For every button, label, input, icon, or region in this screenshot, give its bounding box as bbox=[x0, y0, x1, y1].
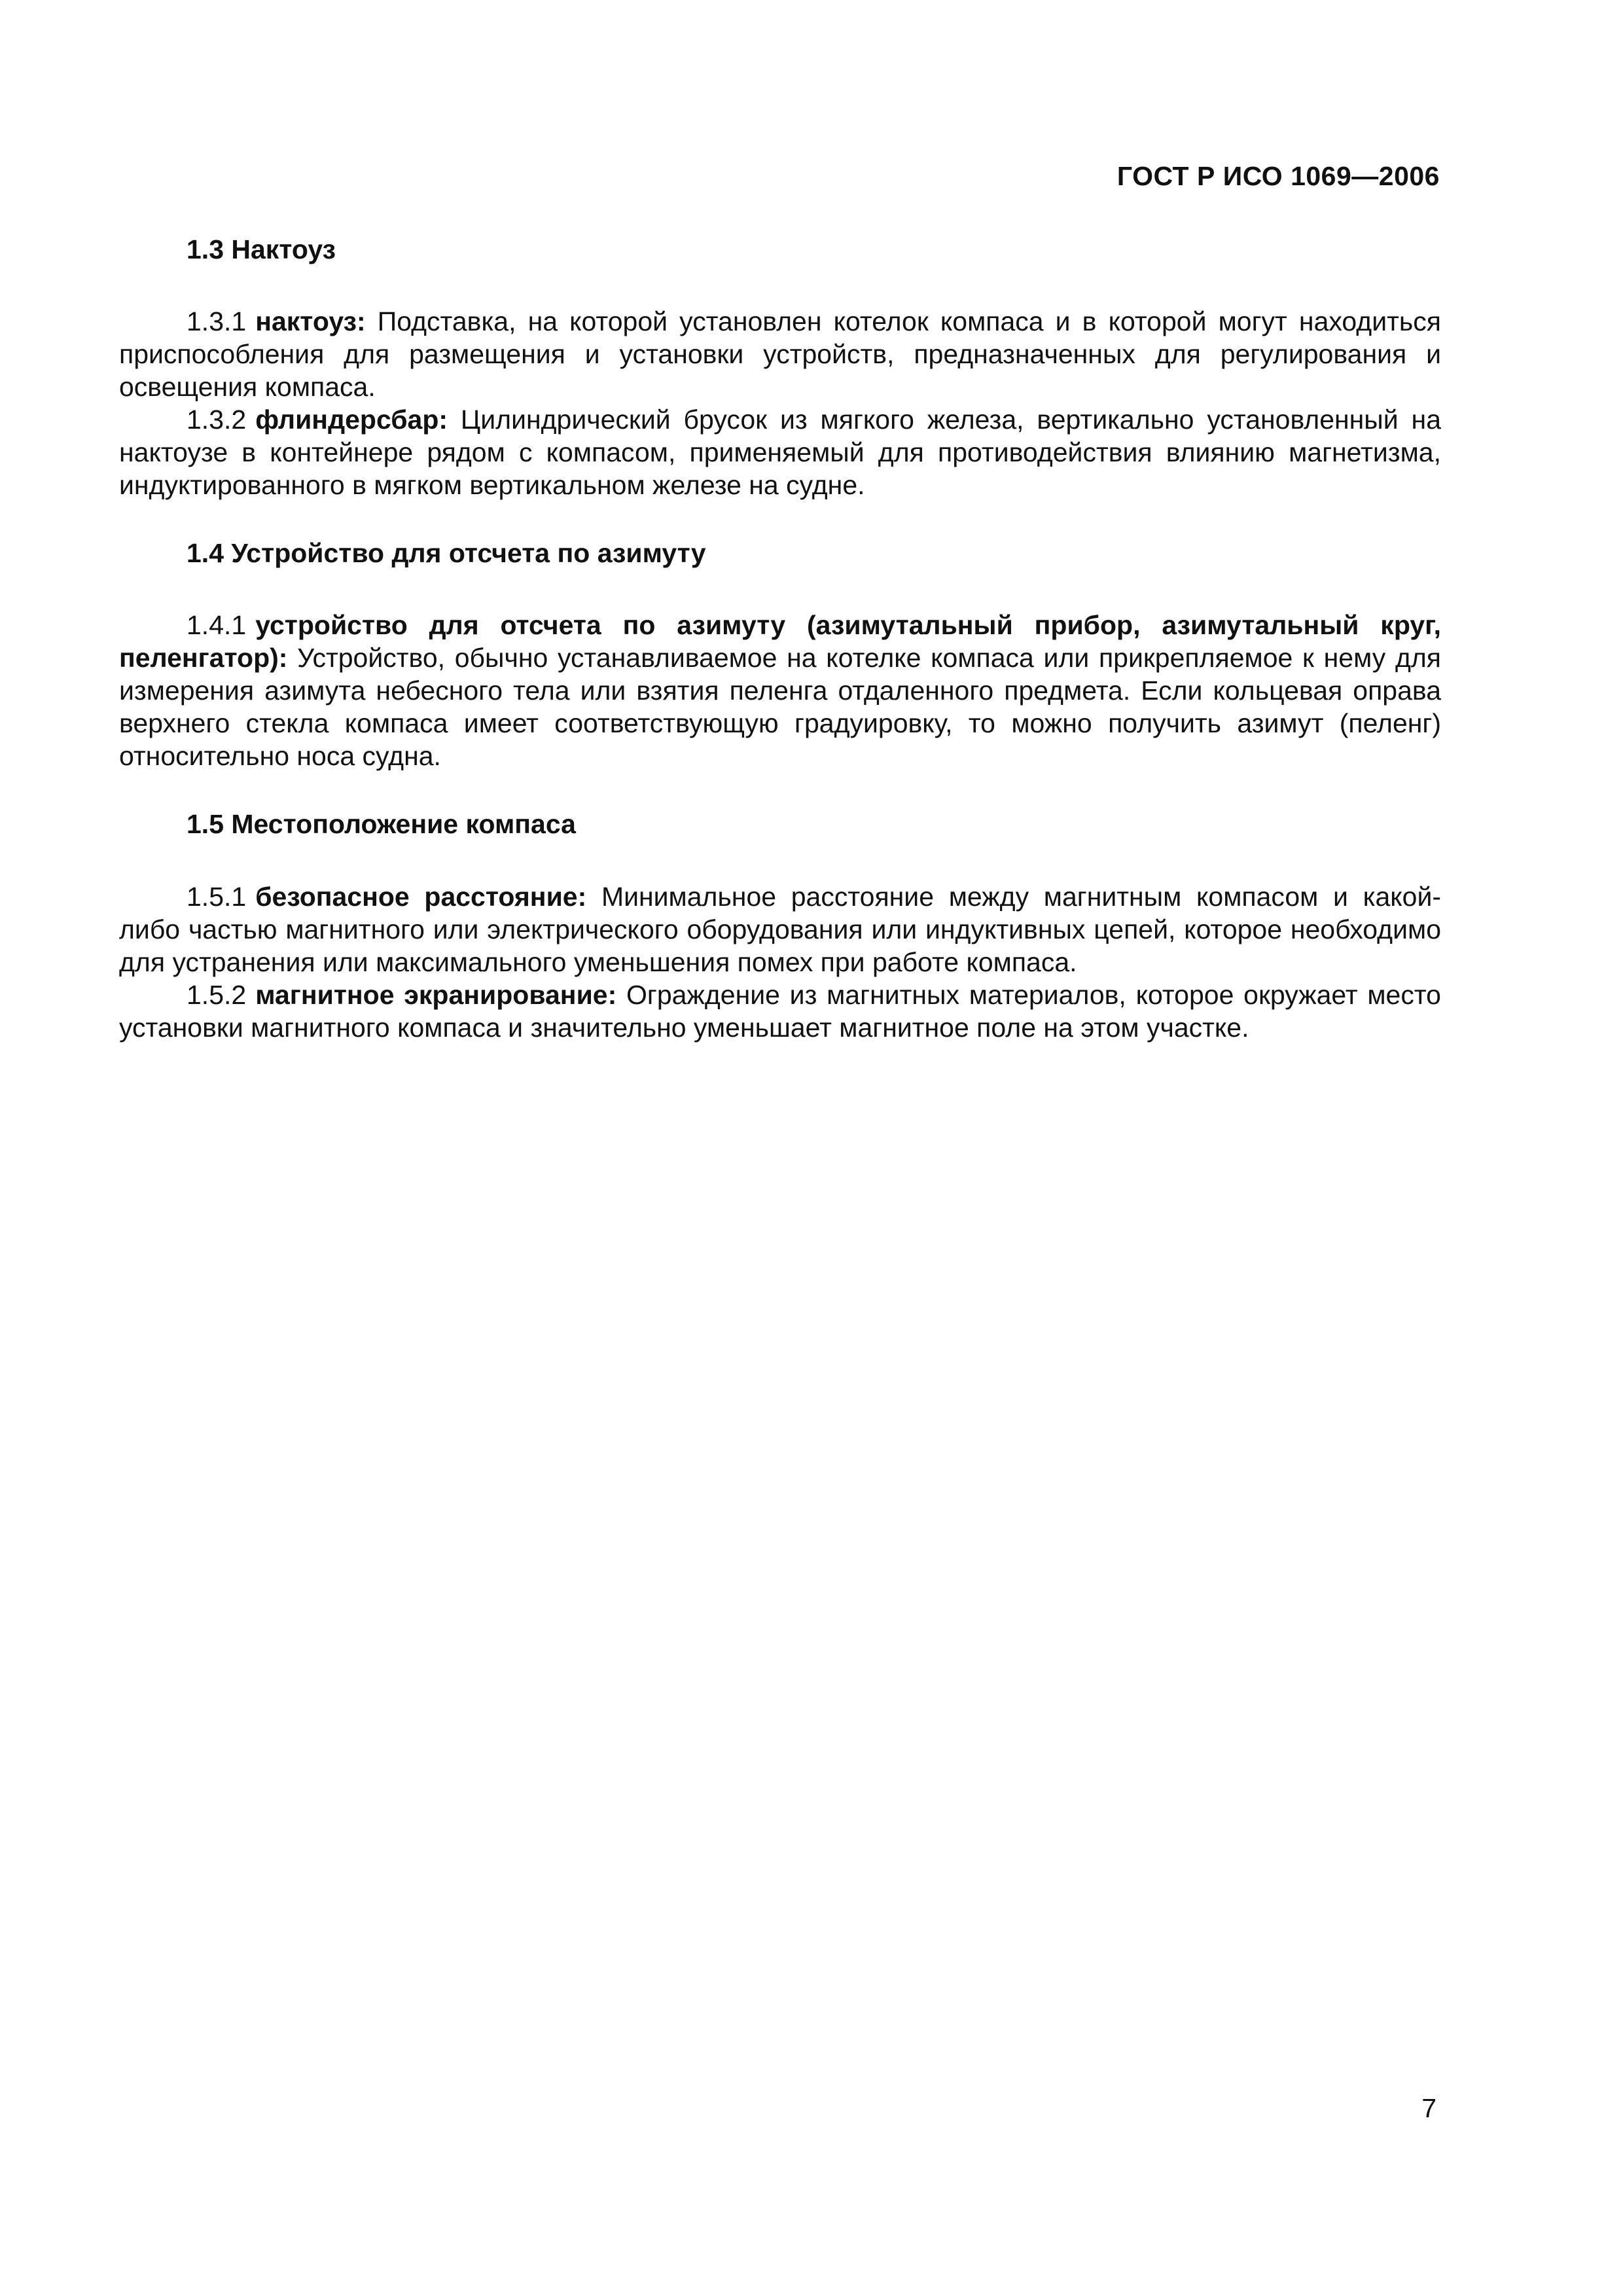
clause-number: 1.5.1 bbox=[187, 881, 247, 912]
clause-number: 1.3.2 bbox=[187, 404, 247, 435]
definition-text: Устройство, обычно устанавливаемое на котелке компаса или прикрепляемое к нему для измерения азимута небесного тела или взятия пеленга отдаленного предмета. Если кольцевая оправа верхнего стекла компаса имеет соответствующую градуировку, то можно получить азимут (пеленг) относительно носа судна. bbox=[119, 643, 1441, 772]
term: флиндерсбар: bbox=[255, 404, 448, 435]
section-compass-location bbox=[119, 808, 1441, 1043]
section-heading: 1.4 Устройство для отсчета по азимуту bbox=[187, 538, 706, 569]
document-code-header: ГОСТ Р ИСО 1069—2006 bbox=[1116, 161, 1440, 191]
definition-text: Подставка, на которой установлен котелок компаса и в которой могут находиться приспособления для размещения и установки устройств, предназначенных для регулирования и освещения компаса. bbox=[119, 306, 1441, 403]
definition-text: Ограждение из магнитных материалов, которое окружает место установки магнитного компаса и значительно уменьшает магнитное поле на этом участке. bbox=[119, 979, 1441, 1043]
term: безопасное расстояние: bbox=[255, 881, 587, 912]
term: устройство для отсчета по азимуту (азимутальный прибор, азимутальный круг, пеленгатор): bbox=[119, 610, 1441, 673]
term: нактоуз: bbox=[255, 306, 366, 337]
definition-text: Цилиндрический брусок из мягкого железа, вертикально установленный на нактоузе в контейнере рядом с компасом, применяемый для противодействия влиянию магнетизма, индуктированного в мягком вертикальном железе на судне. bbox=[119, 404, 1441, 501]
clause-number: 1.4.1 bbox=[187, 610, 247, 641]
definition-paragraph bbox=[119, 978, 1441, 1044]
definition-text: Минимальное расстояние между магнитным компасом и какой-либо частью магнитного или электрического оборудования или индуктивных цепей, которое необходимо для устранения или максимального уменьшения помех при работе компаса. bbox=[119, 881, 1441, 977]
section-heading: 1.3 Нактоуз bbox=[187, 234, 336, 264]
clause-number: 1.5.2 bbox=[187, 979, 247, 1010]
definition-paragraph bbox=[119, 305, 1441, 403]
section-binnacle bbox=[119, 234, 1441, 501]
term: магнитное экранирование: bbox=[255, 979, 617, 1010]
section-heading: 1.5 Местоположение компаса bbox=[187, 809, 576, 840]
section-azimuth-device bbox=[119, 537, 1441, 772]
page-number: 7 bbox=[1421, 2093, 1436, 2123]
definition-paragraph bbox=[119, 880, 1441, 978]
definition-paragraph bbox=[119, 403, 1441, 501]
definition-paragraph bbox=[119, 609, 1441, 772]
document-body bbox=[119, 223, 1441, 1080]
clause-number: 1.3.1 bbox=[187, 306, 247, 337]
